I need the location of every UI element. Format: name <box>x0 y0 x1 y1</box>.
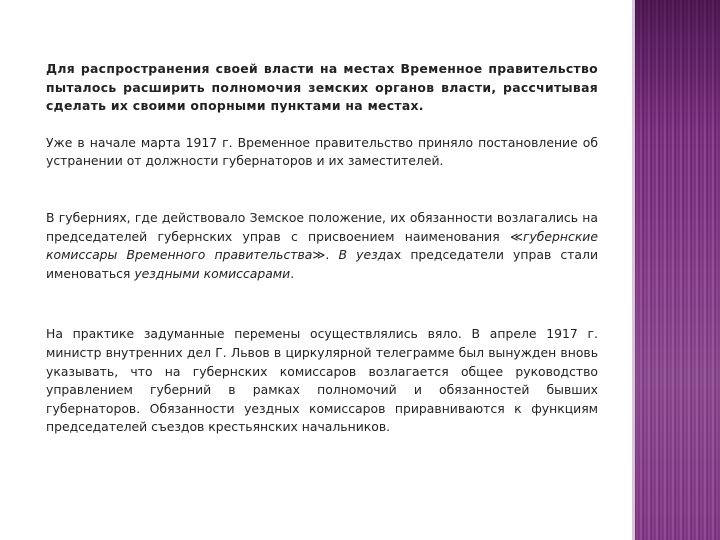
paragraph-4: На практике задуманные перемены осуществлялись вяло. В апреле 1917 г. министр внутренних дел Г. Львов в циркулярной телеграмме был вынужден вновь указывать, что на губернских комиссаров возлагается общее руководство управлением губерний в рамках полномочий и обязанностей бывших губернаторов. Обязанности уездных комиссаров приравниваются к функциям председателей съездов крестьянских начальников. <box>46 326 598 435</box>
paragraph-3 <box>46 209 598 283</box>
decorative-side-band <box>635 0 720 540</box>
paragraph-3-text-d: . <box>290 265 295 281</box>
paragraph-3-italic-c: уездными комиссарами <box>134 265 291 281</box>
paragraph-3-italic-a: ≪губернские комиссары Временного правительства≫ <box>46 228 598 263</box>
paragraph-3-text-a: В губерниях, где действовало Земское положение, их обязанности возлагались на председателей губернских управ с присвоением наименования <box>46 209 598 244</box>
paragraph-3-text-c: ах председатели управ стали именоваться <box>46 247 598 281</box>
paragraph-2: Уже в начале марта 1917 г. Временное правительство приняло постановление об устранении от должности губернаторов и их заместителей. <box>46 134 598 169</box>
slide-text <box>46 60 598 437</box>
paragraph-3-text-b: . <box>325 247 339 263</box>
paragraph-3-italic-b: В уезд <box>338 247 387 263</box>
paragraph-1: Для распространения своей власти на местах Временное правительство пыталось расширить полномочия земских органов власти, рассчитывая сделать их своими опорными пунктами на местах. <box>46 61 598 114</box>
